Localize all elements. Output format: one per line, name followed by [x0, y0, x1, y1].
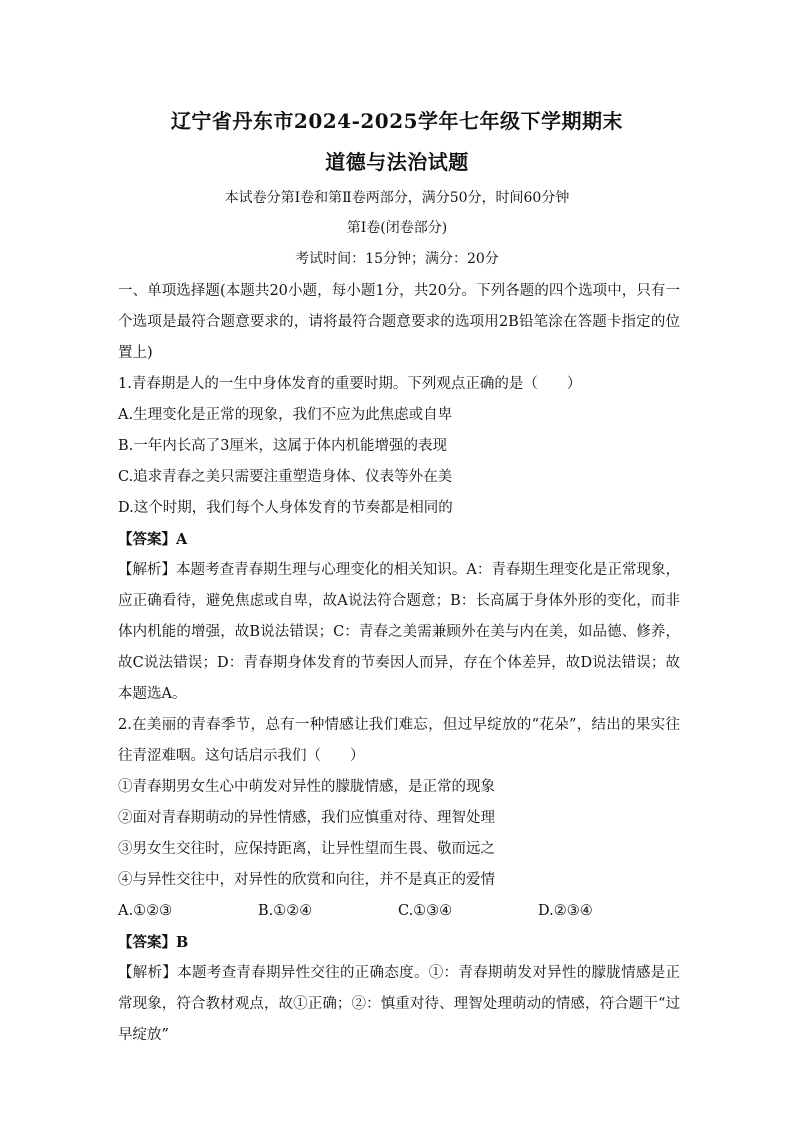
question-1-analysis: 【解析】本题考查青春期生理与心理变化的相关知识。A：青春期生理变化是正常现象，应正确看待，避免焦虑或自卑，故A说法符合题意；B：长高属于身体外形的变化，而非体内机能的增强，故B说法错误；C：青春之美需兼顾外在美与内在美，如品德、修养，故C说法错误；D：青春期身体发育的节奏因人而异，存在个体差异，故D说法错误；故本题选A。	[118, 562, 680, 702]
question-2-choice-d: D.②③④	[538, 903, 593, 919]
question-2-statement-3: ③男女生交往时，应保持距离，让异性望而生畏、敬而远之	[118, 841, 495, 857]
question-2-choices	[118, 896, 680, 927]
question-1-option-a: A.生理变化是正常的现象，我们不应为此焦虑或自卑	[118, 407, 453, 423]
exam-title: 辽宁省丹东市2024-2025学年七年级下学期期末	[170, 109, 624, 133]
question-1-option-b: B.一年内长高了3厘米，这属于体内机能增强的表现	[118, 438, 447, 454]
question-2-statement-4: ④与异性交往中，对异性的欣赏和向往，并不是真正的爱情	[118, 872, 495, 888]
exam-info: 本试卷分第Ⅰ卷和第Ⅱ卷两部分，满分50分，时间60分钟	[224, 190, 570, 206]
question-1-stem: 1.青春期是人的一生中身体发育的重要时期。下列观点正确的是（ ）	[118, 376, 582, 392]
exam-content	[118, 276, 680, 1051]
volume-title: 第Ⅰ卷(闭卷部分)	[346, 220, 448, 236]
question-1-option-d: D.这个时期，我们每个人身体发育的节奏都是相同的	[118, 500, 453, 516]
question-2-analysis: 【解析】本题考查青春期异性交往的正确态度。①：青春期萌发对异性的朦胧情感是正常现象，符合教材观点，故①正确；②：慎重对待、理智处理萌动的情感，符合题干“过早绽放”	[118, 965, 680, 1043]
question-2-choice-b: B.①②④	[258, 903, 313, 919]
question-1-option-c: C.追求青春之美只需要注重塑造身体、仪表等外在美	[118, 469, 453, 485]
question-2-choice-a: A.①②③	[118, 903, 173, 919]
time-score: 考试时间：15分钟；满分：20分	[295, 251, 499, 267]
question-1-answer: 【答案】A	[118, 531, 188, 548]
exam-subject-title: 道德与法治试题	[325, 150, 469, 174]
question-2-statement-1: ①青春期男女生心中萌发对异性的朦胧情感，是正常的现象	[118, 779, 495, 795]
section-instructions: 一、单项选择题(本题共20小题，每小题1分，共20分。下列各题的四个选项中，只有一个选项是最符合题意要求的，请将最符合题意要求的选项用2B铅笔涂在答题卡指定的位置上)	[118, 283, 680, 361]
question-2-answer: 【答案】B	[118, 934, 189, 951]
question-2-stem: 2.在美丽的青春季节，总有一种情感让我们难忘，但过早绽放的“花朵”，结出的果实往往青涩难咽。这句话启示我们（ ）	[118, 717, 680, 764]
question-2-statement-2: ②面对青春期萌动的异性情感，我们应慎重对待、理智处理	[118, 810, 495, 826]
question-2-choice-c: C.①③④	[398, 903, 453, 919]
